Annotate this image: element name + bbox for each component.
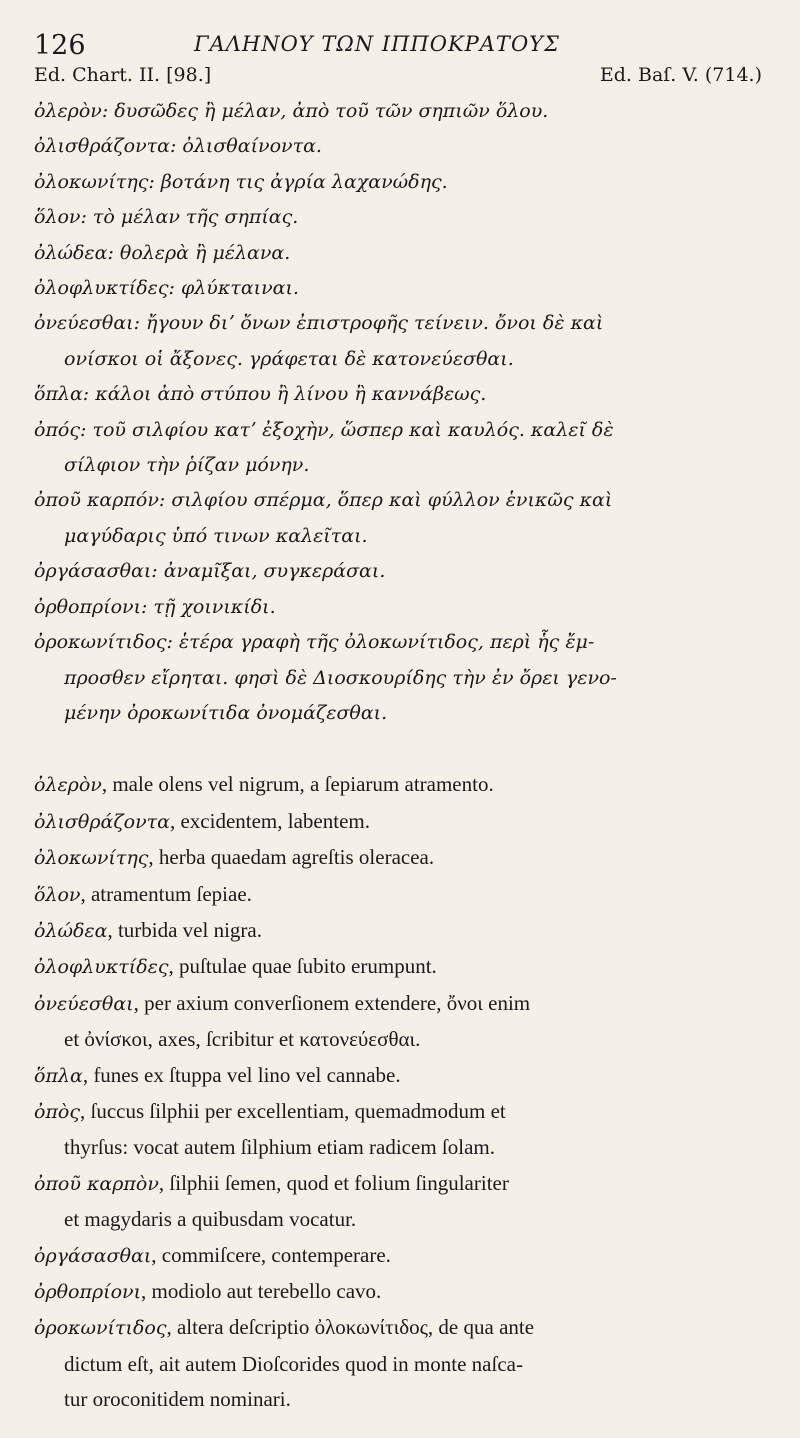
latin-entry bbox=[34, 1094, 766, 1166]
greek-entry bbox=[34, 271, 766, 306]
greek-entry bbox=[34, 129, 766, 164]
greek-entry bbox=[34, 94, 766, 129]
latin-entry-lemma: ὀλερὸν bbox=[34, 774, 102, 797]
greek-entry-line: ὀρθοπρίονι: τῇ χοινικίδι. bbox=[34, 595, 276, 618]
latin-entry-lemma: ὀλισθράζοντα bbox=[34, 810, 170, 833]
greek-entry bbox=[34, 554, 766, 589]
page-number: 126 bbox=[34, 30, 86, 61]
latin-entry-line: thyrſus: vocat autem ſilphium etiam radicem ſolam. bbox=[64, 1135, 495, 1160]
latin-entry-lemma: ὀρθοπρίονι bbox=[34, 1281, 142, 1303]
latin-entry-line: , puſtulae quae ſubito erumpunt. bbox=[168, 954, 437, 979]
edition-basel-reference: Ed. Baſ. V. (714.) bbox=[599, 64, 762, 86]
latin-entry-line: , ſilphii ſemen, quod et folium ſingulariter bbox=[158, 1170, 509, 1195]
greek-entry-line: ὀλερὸν: δυσῶδες ἢ μέλαν, ἀπὸ τοῦ τῶν σηπιῶν ὅλου. bbox=[34, 100, 549, 122]
greek-entry bbox=[34, 413, 766, 484]
greek-entry bbox=[34, 483, 766, 554]
greek-glossary-section bbox=[34, 94, 766, 731]
edition-reference-line bbox=[34, 64, 766, 94]
latin-entry-lemma: ὀλοκωνίτης bbox=[34, 847, 149, 870]
latin-entry bbox=[34, 913, 766, 949]
latin-translation-section bbox=[34, 767, 766, 1417]
greek-entry bbox=[34, 200, 766, 235]
latin-entry bbox=[34, 1166, 766, 1238]
greek-entry bbox=[34, 590, 766, 625]
latin-entry bbox=[34, 1058, 766, 1094]
latin-entry bbox=[34, 1274, 766, 1310]
latin-entry bbox=[34, 877, 766, 913]
latin-entry bbox=[34, 840, 766, 876]
latin-entry-line: tur oroconitidem nominari. bbox=[64, 1387, 291, 1412]
latin-entry bbox=[34, 767, 766, 803]
greek-entry-line: προσθεν εἴρηται. φησὶ δὲ Διοσκουρίδης τὴν ἐν ὄρει γενο- bbox=[64, 666, 617, 689]
greek-entry bbox=[34, 625, 766, 731]
latin-entry-line: , ſuccus ſilphii per excellentiam, quemadmodum et bbox=[80, 1098, 506, 1123]
latin-entry bbox=[34, 986, 766, 1058]
greek-entry bbox=[34, 165, 766, 200]
greek-entry bbox=[34, 306, 766, 377]
edition-chartier-reference: Ed. Chart. II. [98.] bbox=[34, 64, 212, 86]
greek-entry-line: σίλφιον τὴν ῥίζαν μόνην. bbox=[64, 454, 310, 477]
greek-entry-line: ὅλον: τὸ μέλαν τῆς σηπίας. bbox=[34, 206, 299, 229]
latin-entry-line: , herba quaedam agreſtis oleracea. bbox=[148, 845, 435, 870]
latin-entry-line: , altera deſcriptio ὀλοκωνίτιδος, de qua ante bbox=[166, 1315, 535, 1340]
latin-entry-lemma: ὀνεύεσθαι bbox=[34, 992, 134, 1015]
greek-entry-line: ὀλοκωνίτης: βοτάνη τις ἀγρία λαχανώδης. bbox=[34, 170, 448, 193]
page-header bbox=[34, 28, 766, 64]
greek-entry-line: ὀλοφλυκτίδες: φλύκταιναι. bbox=[34, 277, 299, 300]
greek-entry-line: ὀποῦ καρπόν: σιλφίου σπέρμα, ὅπερ καὶ φύλλον ἑνικῶς καὶ bbox=[34, 489, 613, 512]
latin-entry-line: , modiolo aut terebello cavo. bbox=[141, 1279, 382, 1303]
latin-entry-line: et ὀνίσκοι, axes, ſcribitur et κατονεύεσθαι. bbox=[64, 1027, 421, 1052]
latin-entry-line: , atramentum ſepiae. bbox=[80, 881, 252, 906]
latin-entry-lemma: ὀπὸς bbox=[34, 1100, 81, 1123]
latin-entry-line: , commiſcere, contemperare. bbox=[151, 1242, 391, 1267]
greek-entry bbox=[34, 377, 766, 412]
greek-entry-line: ὀπός: τοῦ σιλφίου κατʼ ἐξοχὴν, ὥσπερ καὶ καυλός. καλεῖ δὲ bbox=[34, 418, 614, 441]
greek-entry-line: ὀλώδεα: θολερὰ ἢ μέλανα. bbox=[34, 241, 291, 264]
greek-entry bbox=[34, 236, 766, 271]
latin-entry-lemma: ὀλοφλυκτίδες bbox=[34, 956, 169, 979]
latin-entry-lemma: ὀργάσασθαι bbox=[34, 1244, 152, 1267]
greek-entry-line: ὅπλα: κάλοι ἀπὸ στύπου ἢ λίνου ἢ καννάβεως. bbox=[34, 383, 487, 406]
greek-entry-line: ονίσκοι οἱ ἄξονες. γράφεται δὲ κατονεύεσθαι. bbox=[64, 347, 514, 370]
greek-entry-line: μένην ὀροκωνίτιδα ὀνομάζεσθαι. bbox=[64, 701, 388, 724]
latin-entry-lemma: ὅλον bbox=[34, 883, 81, 906]
greek-entry-line: ὀλισθράζοντα: ὀλισθαίνοντα. bbox=[34, 135, 322, 158]
latin-entry-line: , male olens vel nigrum, a ſepiarum atramento. bbox=[101, 772, 494, 797]
latin-entry-line: , turbida vel nigra. bbox=[107, 917, 262, 942]
latin-entry-line: dictum eſt, ait autem Dioſcorides quod in monte naſca- bbox=[64, 1351, 523, 1376]
greek-entry-line: μαγύδαρις ὑπό τινων καλεῖται. bbox=[64, 524, 368, 547]
greek-entry-line: ὀνεύεσθαι: ἤγουν διʼ ὄνων ἐπιστροφῆς τείνειν. ὄνοι δὲ καὶ bbox=[34, 312, 604, 335]
greek-entry-line: ὀροκωνίτιδος: ἑτέρα γραφὴ τῆς ὀλοκωνίτιδος, περὶ ἧς ἔμ- bbox=[34, 631, 595, 654]
latin-entry-lemma: ὀροκωνίτιδος bbox=[34, 1317, 167, 1340]
latin-entry-line: , per axium converſionem extendere, ὄνοι enim bbox=[133, 990, 531, 1015]
latin-entry-line: , funes ex ſtuppa vel lino vel cannabe. bbox=[82, 1062, 401, 1087]
latin-entry-line: et magydaris a quibusdam vocatur. bbox=[64, 1207, 357, 1232]
running-title: ΓΑΛΗΝΟΥ ΤΩΝ ΙΠΠΟΚΡΑΤΟΥΣ bbox=[194, 32, 560, 56]
greek-entry-line: ὀργάσασθαι: ἀναμῖξαι, συγκεράσαι. bbox=[34, 560, 386, 583]
latin-entry bbox=[34, 949, 766, 985]
latin-entry-lemma: ὀποῦ καρπὸν bbox=[34, 1172, 159, 1195]
latin-entry bbox=[34, 804, 766, 840]
latin-entry bbox=[34, 1310, 766, 1417]
latin-entry-line: , excidentem, labentem. bbox=[169, 808, 370, 833]
latin-entry bbox=[34, 1238, 766, 1274]
latin-entry-lemma: ὀλώδεα bbox=[34, 919, 108, 942]
latin-entry-lemma: ὅπλα bbox=[34, 1064, 83, 1087]
